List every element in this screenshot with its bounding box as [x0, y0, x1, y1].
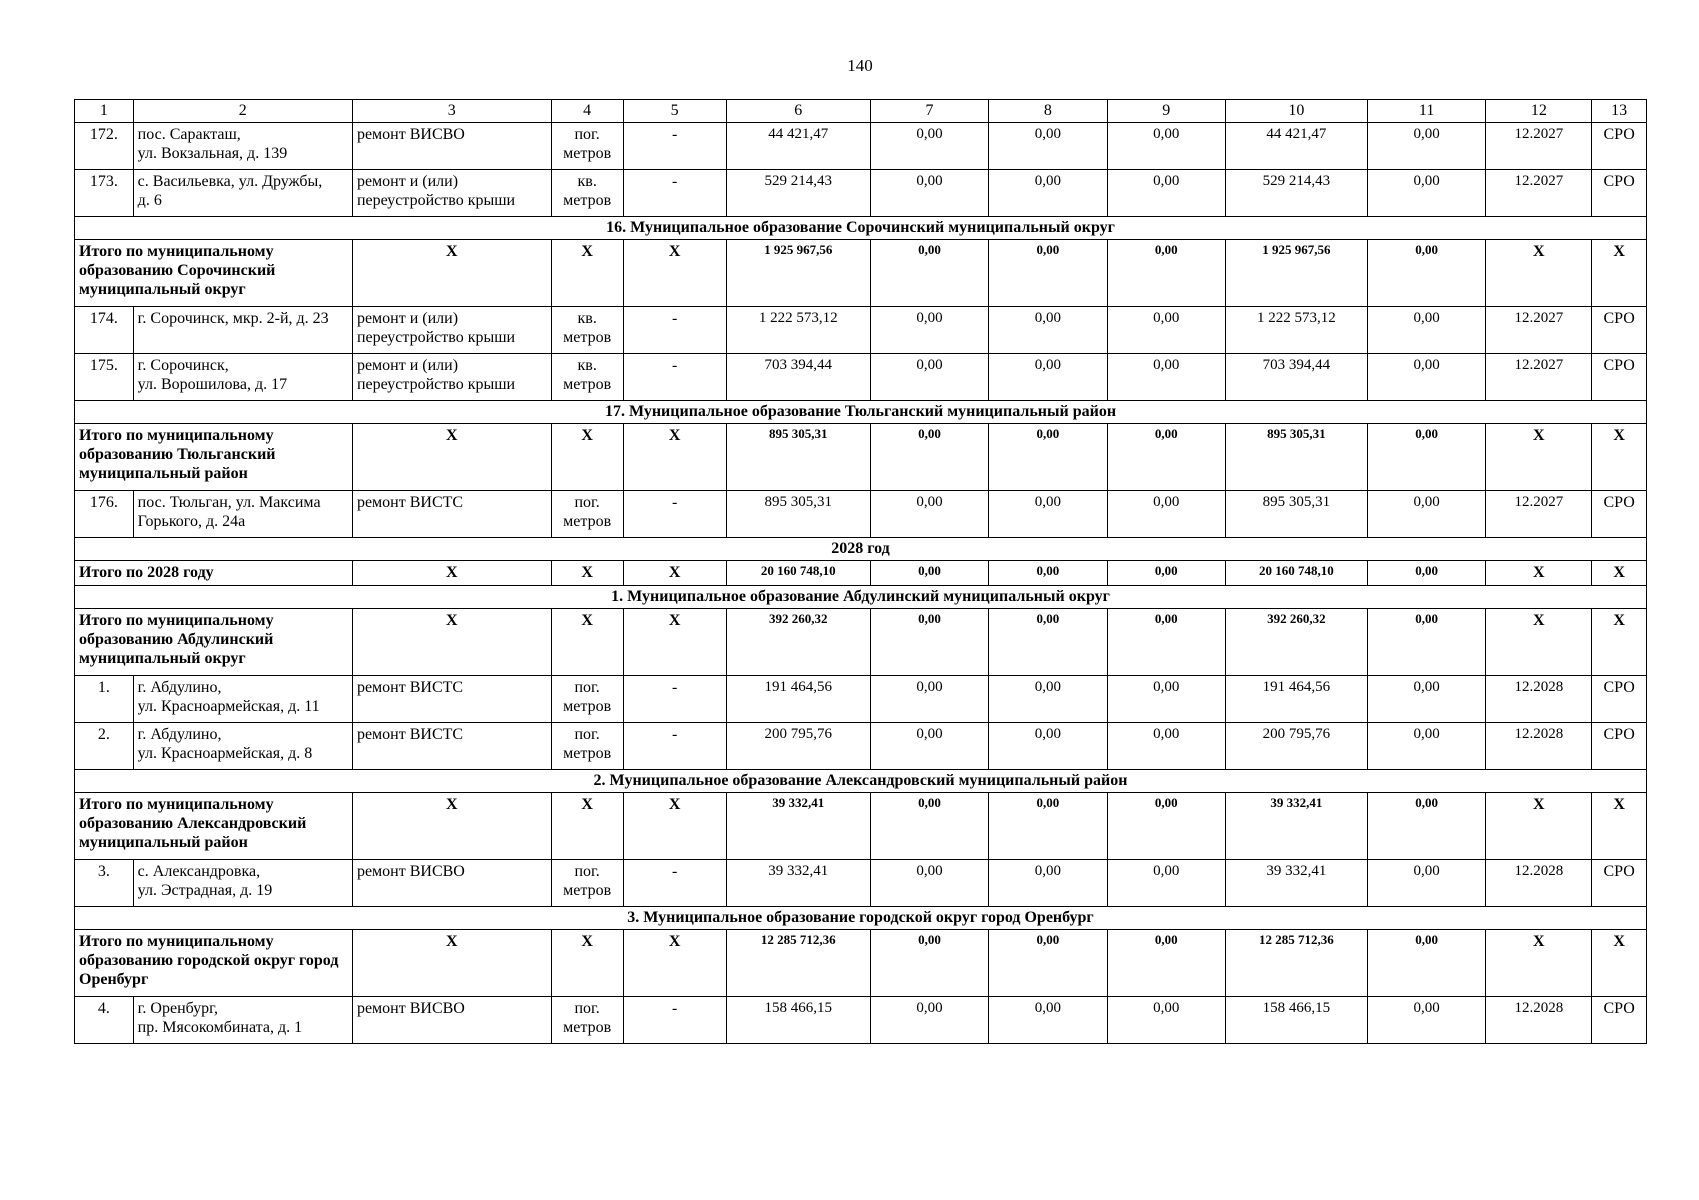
x-mark: Х — [1486, 609, 1592, 676]
subtotal-amount: 0,00 — [1367, 930, 1485, 997]
address-cell: г. Сорочинск, ул. Ворошилова, д. 17 — [133, 354, 352, 401]
amount-cell: 0,00 — [870, 997, 988, 1044]
unit-cell: пог. метров — [551, 676, 623, 723]
amount-cell: 0,00 — [1367, 354, 1485, 401]
row-number: 4. — [75, 997, 134, 1044]
subtotal-amount: 0,00 — [1367, 424, 1485, 491]
amount-cell: 191 464,56 — [1225, 676, 1367, 723]
subtotal-label: Итого по 2028 году — [75, 561, 353, 586]
x-mark: Х — [551, 240, 623, 307]
amount-cell: 0,00 — [1107, 170, 1225, 217]
amount-cell: 200 795,76 — [1225, 723, 1367, 770]
work-type-cell: ремонт ВИСТС — [352, 676, 551, 723]
x-mark: Х — [623, 240, 726, 307]
amount-cell: 0,00 — [1367, 491, 1485, 538]
section-header-row — [75, 907, 1647, 930]
x-mark: Х — [352, 793, 551, 860]
unit-cell: пог. метров — [551, 860, 623, 907]
amount-cell: 191 464,56 — [726, 676, 870, 723]
address-cell: г. Абдулино, ул. Красноармейская, д. 11 — [133, 676, 352, 723]
x-mark: Х — [1486, 930, 1592, 997]
amount-cell: 158 466,15 — [1225, 997, 1367, 1044]
amount-cell: 0,00 — [1107, 997, 1225, 1044]
deadline-cell: 12.2027 — [1486, 170, 1592, 217]
subtotal-amount: 0,00 — [870, 424, 988, 491]
column-number: 1 — [75, 100, 134, 123]
executor-cell: СРО — [1592, 491, 1647, 538]
x-mark: Х — [551, 793, 623, 860]
x-mark: Х — [1486, 424, 1592, 491]
subtotal-amount: 12 285 712,36 — [726, 930, 870, 997]
row-number: 2. — [75, 723, 134, 770]
x-mark: Х — [1486, 240, 1592, 307]
amount-cell: 0,00 — [1107, 354, 1225, 401]
amount-cell: 0,00 — [1367, 123, 1485, 170]
volume-cell: - — [623, 354, 726, 401]
repair-program-table-container — [74, 99, 1647, 1044]
subtotal-amount: 392 260,32 — [1225, 609, 1367, 676]
amount-cell: 0,00 — [989, 491, 1107, 538]
row-number: 172. — [75, 123, 134, 170]
column-number: 12 — [1486, 100, 1592, 123]
amount-cell: 703 394,44 — [1225, 354, 1367, 401]
subtotal-amount: 1 925 967,56 — [1225, 240, 1367, 307]
x-mark: Х — [551, 561, 623, 586]
subtotal-label: Итого по муниципальному образованию городской округ город Оренбург — [75, 930, 353, 997]
row-number: 176. — [75, 491, 134, 538]
section-title: 1. Муниципальное образование Абдулинский муниципальный округ — [75, 586, 1647, 609]
amount-cell: 0,00 — [989, 997, 1107, 1044]
amount-cell: 1 222 573,12 — [1225, 307, 1367, 354]
subtotal-amount: 0,00 — [1367, 609, 1485, 676]
table-body — [75, 100, 1647, 1044]
subtotal-amount: 0,00 — [989, 561, 1107, 586]
section-header-row — [75, 217, 1647, 240]
unit-cell: пог. метров — [551, 491, 623, 538]
subtotal-amount: 0,00 — [1367, 240, 1485, 307]
volume-cell: - — [623, 997, 726, 1044]
subtotal-amount: 0,00 — [989, 609, 1107, 676]
work-type-cell: ремонт ВИСВО — [352, 123, 551, 170]
executor-cell: СРО — [1592, 997, 1647, 1044]
subtotal-row — [75, 609, 1647, 676]
volume-cell: - — [623, 307, 726, 354]
column-number: 3 — [352, 100, 551, 123]
x-mark: Х — [623, 561, 726, 586]
work-type-cell: ремонт ВИСВО — [352, 997, 551, 1044]
subtotal-amount: 20 160 748,10 — [1225, 561, 1367, 586]
table-row — [75, 354, 1647, 401]
amount-cell: 158 466,15 — [726, 997, 870, 1044]
x-mark: Х — [623, 609, 726, 676]
column-number: 10 — [1225, 100, 1367, 123]
subtotal-amount: 0,00 — [1107, 793, 1225, 860]
amount-cell: 0,00 — [1107, 123, 1225, 170]
subtotal-amount: 392 260,32 — [726, 609, 870, 676]
subtotal-amount: 1 925 967,56 — [726, 240, 870, 307]
x-mark: Х — [1486, 561, 1592, 586]
amount-cell: 0,00 — [1107, 723, 1225, 770]
column-number-row — [75, 100, 1647, 123]
x-mark: Х — [1592, 609, 1647, 676]
subtotal-amount: 0,00 — [989, 240, 1107, 307]
subtotal-amount: 20 160 748,10 — [726, 561, 870, 586]
volume-cell: - — [623, 676, 726, 723]
row-number: 175. — [75, 354, 134, 401]
section-header-row — [75, 538, 1647, 561]
amount-cell: 0,00 — [870, 723, 988, 770]
x-mark: Х — [551, 424, 623, 491]
x-mark: Х — [352, 561, 551, 586]
address-cell: г. Оренбург, пр. Мясокомбината, д. 1 — [133, 997, 352, 1044]
subtotal-amount: 0,00 — [1367, 793, 1485, 860]
amount-cell: 0,00 — [1367, 307, 1485, 354]
row-number: 173. — [75, 170, 134, 217]
volume-cell: - — [623, 491, 726, 538]
x-mark: Х — [352, 609, 551, 676]
unit-cell: пог. метров — [551, 997, 623, 1044]
subtotal-amount: 0,00 — [1107, 930, 1225, 997]
subtotal-amount: 0,00 — [1367, 561, 1485, 586]
deadline-cell: 12.2028 — [1486, 860, 1592, 907]
table-row — [75, 170, 1647, 217]
amount-cell: 0,00 — [1107, 491, 1225, 538]
x-mark: Х — [551, 930, 623, 997]
amount-cell: 0,00 — [989, 860, 1107, 907]
table-row — [75, 307, 1647, 354]
executor-cell: СРО — [1592, 123, 1647, 170]
work-type-cell: ремонт и (или) переустройство крыши — [352, 354, 551, 401]
deadline-cell: 12.2027 — [1486, 123, 1592, 170]
table-row — [75, 491, 1647, 538]
table-row — [75, 676, 1647, 723]
amount-cell: 1 222 573,12 — [726, 307, 870, 354]
amount-cell: 895 305,31 — [726, 491, 870, 538]
subtotal-amount: 0,00 — [870, 561, 988, 586]
section-title: 2. Муниципальное образование Александровский муниципальный район — [75, 770, 1647, 793]
subtotal-amount: 0,00 — [870, 240, 988, 307]
subtotal-row — [75, 240, 1647, 307]
work-type-cell: ремонт ВИСВО — [352, 860, 551, 907]
amount-cell: 0,00 — [1367, 170, 1485, 217]
section-header-row — [75, 401, 1647, 424]
column-number: 2 — [133, 100, 352, 123]
deadline-cell: 12.2028 — [1486, 676, 1592, 723]
amount-cell: 0,00 — [989, 170, 1107, 217]
amount-cell: 0,00 — [1107, 860, 1225, 907]
subtotal-label: Итого по муниципальному образованию Сорочинский муниципальный округ — [75, 240, 353, 307]
subtotal-amount: 0,00 — [870, 930, 988, 997]
amount-cell: 0,00 — [870, 170, 988, 217]
column-number: 13 — [1592, 100, 1647, 123]
table-row — [75, 860, 1647, 907]
amount-cell: 0,00 — [1107, 307, 1225, 354]
subtotal-label: Итого по муниципальному образованию Александровский муниципальный район — [75, 793, 353, 860]
column-number: 6 — [726, 100, 870, 123]
amount-cell: 0,00 — [989, 123, 1107, 170]
address-cell: пос. Тюльган, ул. Максима Горького, д. 24а — [133, 491, 352, 538]
subtotal-amount: 0,00 — [989, 793, 1107, 860]
column-number: 5 — [623, 100, 726, 123]
amount-cell: 0,00 — [870, 676, 988, 723]
column-number: 11 — [1367, 100, 1485, 123]
address-cell: г. Сорочинск, мкр. 2-й, д. 23 — [133, 307, 352, 354]
column-number: 7 — [870, 100, 988, 123]
subtotal-amount: 0,00 — [870, 609, 988, 676]
subtotal-amount: 0,00 — [989, 930, 1107, 997]
subtotal-amount: 0,00 — [870, 793, 988, 860]
address-cell: с. Васильевка, ул. Дружбы, д. 6 — [133, 170, 352, 217]
x-mark: Х — [1592, 930, 1647, 997]
table-row — [75, 997, 1647, 1044]
amount-cell: 200 795,76 — [726, 723, 870, 770]
amount-cell: 0,00 — [870, 491, 988, 538]
deadline-cell: 12.2028 — [1486, 723, 1592, 770]
executor-cell: СРО — [1592, 170, 1647, 217]
subtotal-amount: 0,00 — [1107, 240, 1225, 307]
volume-cell: - — [623, 860, 726, 907]
subtotal-amount: 895 305,31 — [726, 424, 870, 491]
section-title: 16. Муниципальное образование Сорочинский муниципальный округ — [75, 217, 1647, 240]
amount-cell: 529 214,43 — [1225, 170, 1367, 217]
amount-cell: 0,00 — [870, 860, 988, 907]
subtotal-amount: 12 285 712,36 — [1225, 930, 1367, 997]
x-mark: Х — [1592, 793, 1647, 860]
amount-cell: 0,00 — [870, 123, 988, 170]
subtotal-amount: 39 332,41 — [726, 793, 870, 860]
subtotal-amount: 0,00 — [1107, 561, 1225, 586]
amount-cell: 895 305,31 — [1225, 491, 1367, 538]
amount-cell: 0,00 — [870, 307, 988, 354]
amount-cell: 39 332,41 — [726, 860, 870, 907]
amount-cell: 0,00 — [989, 723, 1107, 770]
subtotal-label: Итого по муниципальному образованию Абдулинский муниципальный округ — [75, 609, 353, 676]
volume-cell: - — [623, 170, 726, 217]
table-row — [75, 123, 1647, 170]
amount-cell: 529 214,43 — [726, 170, 870, 217]
executor-cell: СРО — [1592, 860, 1647, 907]
unit-cell: кв. метров — [551, 170, 623, 217]
x-mark: Х — [551, 609, 623, 676]
work-type-cell: ремонт ВИСТС — [352, 723, 551, 770]
section-header-row — [75, 586, 1647, 609]
page-number: 140 — [847, 56, 873, 75]
column-number: 4 — [551, 100, 623, 123]
subtotal-amount: 895 305,31 — [1225, 424, 1367, 491]
x-mark: Х — [623, 930, 726, 997]
work-type-cell: ремонт ВИСТС — [352, 491, 551, 538]
x-mark: Х — [352, 930, 551, 997]
unit-cell: кв. метров — [551, 307, 623, 354]
section-title: 2028 год — [75, 538, 1647, 561]
deadline-cell: 12.2027 — [1486, 354, 1592, 401]
executor-cell: СРО — [1592, 723, 1647, 770]
amount-cell: 0,00 — [989, 307, 1107, 354]
subtotal-amount: 0,00 — [989, 424, 1107, 491]
row-number: 1. — [75, 676, 134, 723]
executor-cell: СРО — [1592, 354, 1647, 401]
work-type-cell: ремонт и (или) переустройство крыши — [352, 307, 551, 354]
subtotal-label: Итого по муниципальному образованию Тюльганский муниципальный район — [75, 424, 353, 491]
amount-cell: 0,00 — [870, 354, 988, 401]
section-title: 17. Муниципальное образование Тюльганский муниципальный район — [75, 401, 1647, 424]
address-cell: пос. Саракташ, ул. Вокзальная, д. 139 — [133, 123, 352, 170]
amount-cell: 0,00 — [1107, 676, 1225, 723]
volume-cell: - — [623, 123, 726, 170]
x-mark: Х — [1592, 424, 1647, 491]
deadline-cell: 12.2027 — [1486, 491, 1592, 538]
section-header-row — [75, 770, 1647, 793]
row-number: 3. — [75, 860, 134, 907]
work-type-cell: ремонт и (или) переустройство крыши — [352, 170, 551, 217]
executor-cell: СРО — [1592, 307, 1647, 354]
executor-cell: СРО — [1592, 676, 1647, 723]
x-mark: Х — [352, 240, 551, 307]
subtotal-amount: 39 332,41 — [1225, 793, 1367, 860]
x-mark: Х — [1592, 240, 1647, 307]
subtotal-row — [75, 424, 1647, 491]
amount-cell: 703 394,44 — [726, 354, 870, 401]
x-mark: Х — [1592, 561, 1647, 586]
amount-cell: 0,00 — [1367, 997, 1485, 1044]
subtotal-row — [75, 930, 1647, 997]
amount-cell: 0,00 — [1367, 860, 1485, 907]
subtotal-amount: 0,00 — [1107, 609, 1225, 676]
x-mark: Х — [352, 424, 551, 491]
amount-cell: 0,00 — [989, 676, 1107, 723]
subtotal-row — [75, 793, 1647, 860]
amount-cell: 44 421,47 — [726, 123, 870, 170]
column-number: 8 — [989, 100, 1107, 123]
volume-cell: - — [623, 723, 726, 770]
amount-cell: 0,00 — [1367, 723, 1485, 770]
deadline-cell: 12.2027 — [1486, 307, 1592, 354]
unit-cell: пог. метров — [551, 723, 623, 770]
x-mark: Х — [623, 424, 726, 491]
address-cell: г. Абдулино, ул. Красноармейская, д. 8 — [133, 723, 352, 770]
x-mark: Х — [1486, 793, 1592, 860]
amount-cell: 44 421,47 — [1225, 123, 1367, 170]
subtotal-row — [75, 561, 1647, 586]
address-cell: с. Александровка, ул. Эстрадная, д. 19 — [133, 860, 352, 907]
amount-cell: 0,00 — [989, 354, 1107, 401]
row-number: 174. — [75, 307, 134, 354]
unit-cell: пог. метров — [551, 123, 623, 170]
repair-program-table — [74, 99, 1647, 1044]
subtotal-amount: 0,00 — [1107, 424, 1225, 491]
table-row — [75, 723, 1647, 770]
section-title: 3. Муниципальное образование городской округ город Оренбург — [75, 907, 1647, 930]
amount-cell: 39 332,41 — [1225, 860, 1367, 907]
column-number: 9 — [1107, 100, 1225, 123]
x-mark: Х — [623, 793, 726, 860]
deadline-cell: 12.2028 — [1486, 997, 1592, 1044]
amount-cell: 0,00 — [1367, 676, 1485, 723]
unit-cell: кв. метров — [551, 354, 623, 401]
